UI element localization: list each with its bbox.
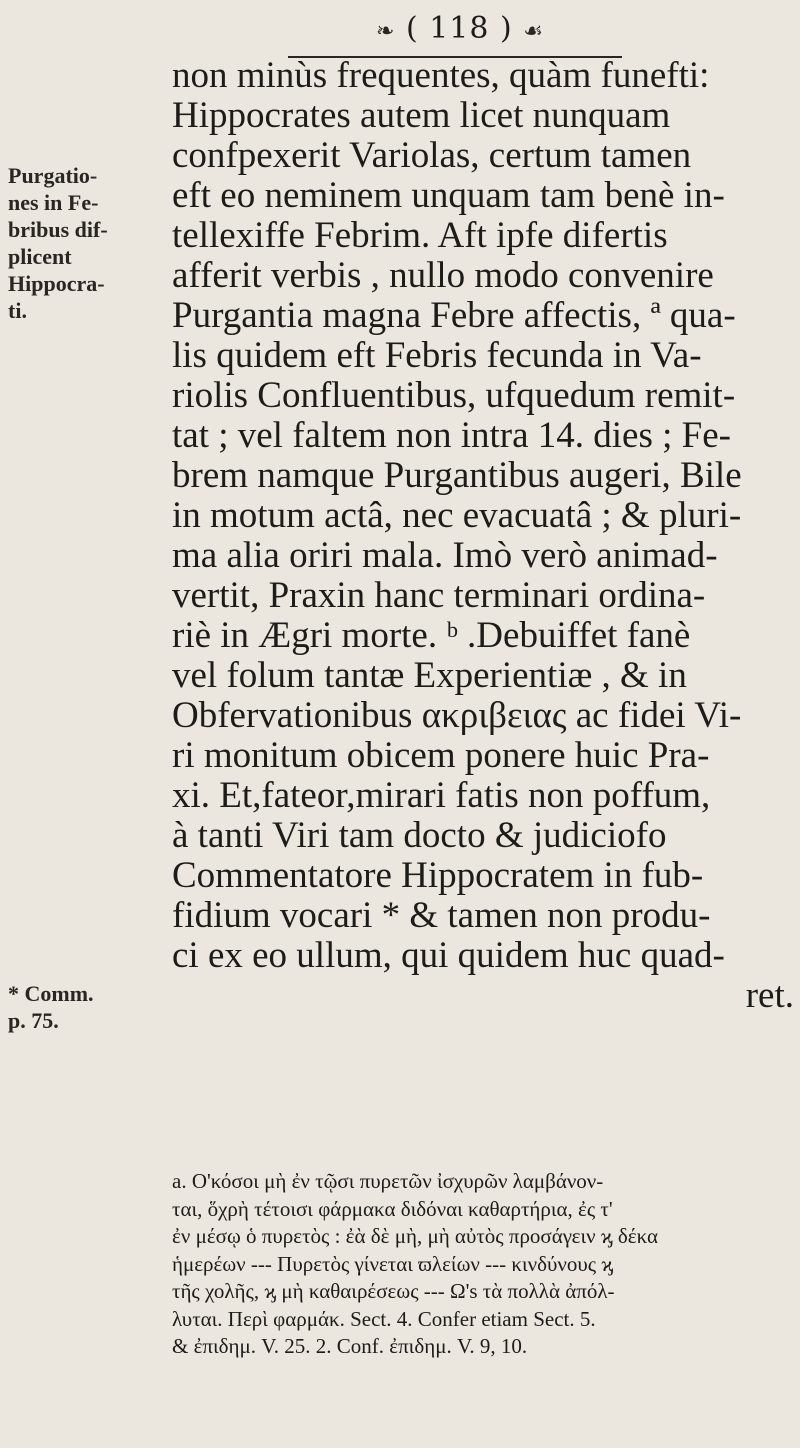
margin-note-line: ti. [8, 298, 27, 323]
text-line: eft eo neminem unquam tam benè in- [172, 175, 725, 216]
margin-note-line: Hippocra- [8, 271, 105, 296]
text-line: afferit verbis , nullo modo convenire [172, 255, 714, 296]
text-line: riolis Confluentibus, ufquedum remit- [172, 375, 736, 416]
footnote-line: & ἐπιδημ. V. 25. 2. Conf. ἐπιδημ. V. 9, 10. [172, 1334, 528, 1358]
footnote-line: ἐν μέσῳ ὁ πυρετὸς : ἐὰ δὲ μὴ, μὴ αὐτὸς προσάγειν ϗ δέκα [172, 1224, 659, 1248]
text-line: tat ; vel faltem non intra 14. dies ; Fe- [172, 415, 731, 456]
text-line: riè in Ægri morte. ᵇ .Debuiffet fanè [172, 615, 691, 656]
text-line: ri monitum obicem ponere huic Pra- [172, 735, 710, 776]
text-line: Obfervationibus ακριβειας ac fidei Vi- [172, 695, 742, 736]
margin-note-comm [8, 980, 120, 1034]
text-line: brem namque Purgantibus augeri, Bile [172, 455, 742, 496]
text-line: vertit, Praxin hanc terminari ordina- [172, 575, 706, 616]
footnote-line: a. Ο'κόσοι μὴ ἐν τῷσι πυρετῶν ἰσχυρῶν λαμβάνον- [172, 1169, 604, 1193]
ornament-right-icon: ☙ [523, 19, 544, 44]
main-text [172, 56, 794, 1016]
text-line: ret. [745, 975, 794, 1016]
text-line: non minùs frequentes, quàm funefti: [172, 55, 710, 96]
text-line: Purgantia magna Febre affectis, ª qua- [172, 295, 736, 336]
footnote-line: ται, ὅχρὴ τέτοισι φάρμακα διδόναι καθαρτήρια, ἐς τ' [172, 1196, 613, 1221]
text-line: ci ex eo ullum, qui quidem huc quad- [172, 935, 725, 976]
text-line: confpexerit Variolas, certum tamen [172, 135, 692, 176]
margin-note-line: Purgatio- [8, 163, 98, 188]
text-line: vel folum tantæ Experientiæ , & in [172, 655, 687, 696]
text-line: Hippocrates autem licet nunquam [172, 95, 671, 136]
page-header [300, 6, 620, 52]
footnote-line: ἡμερέων --- Πυρετὸς γίνεται ϖλείων --- κινδύνους ϗ [172, 1251, 614, 1276]
text-line: lis quidem eft Febris fecunda in Va- [172, 335, 702, 376]
footnote-line: τῆς χολῆς, ϗ μὴ καθαιρέσεως --- Ω's τὰ πολλὰ ἀπόλ- [172, 1279, 615, 1303]
margin-note-line: p. 75. [8, 1008, 59, 1033]
text-line: à tanti Viri tam docto & judiciofo [172, 815, 667, 856]
margin-note-line: * Comm. [8, 981, 94, 1006]
text-line: ma alia oriri mala. Imò verò animad- [172, 535, 718, 576]
margin-note-purgationes [8, 162, 120, 324]
page-number: ( 118 ) [405, 11, 513, 46]
text-line: in motum actâ, nec evacuatâ ; & pluri- [172, 495, 742, 536]
footnote-line: λυται. Περὶ φαρμάκ. Sect. 4. Confer etiam Sect. 5. [172, 1306, 596, 1331]
text-line: Commentatore Hippocratem in fub- [172, 855, 704, 896]
text-line: xi. Et,fateor,mirari fatis non poffum, [172, 775, 711, 816]
ornament-left-icon: ❧ [375, 19, 396, 44]
text-line: fidium vocari * & tamen non produ- [172, 895, 711, 936]
footnotes [172, 1168, 794, 1361]
margin-note-line: nes in Fe- [8, 190, 99, 215]
text-line: tellexiffe Febrim. Aft ipfe difertis [172, 215, 668, 256]
margin-note-line: bribus dif- [8, 217, 108, 242]
margin-note-line: plicent [8, 244, 72, 269]
